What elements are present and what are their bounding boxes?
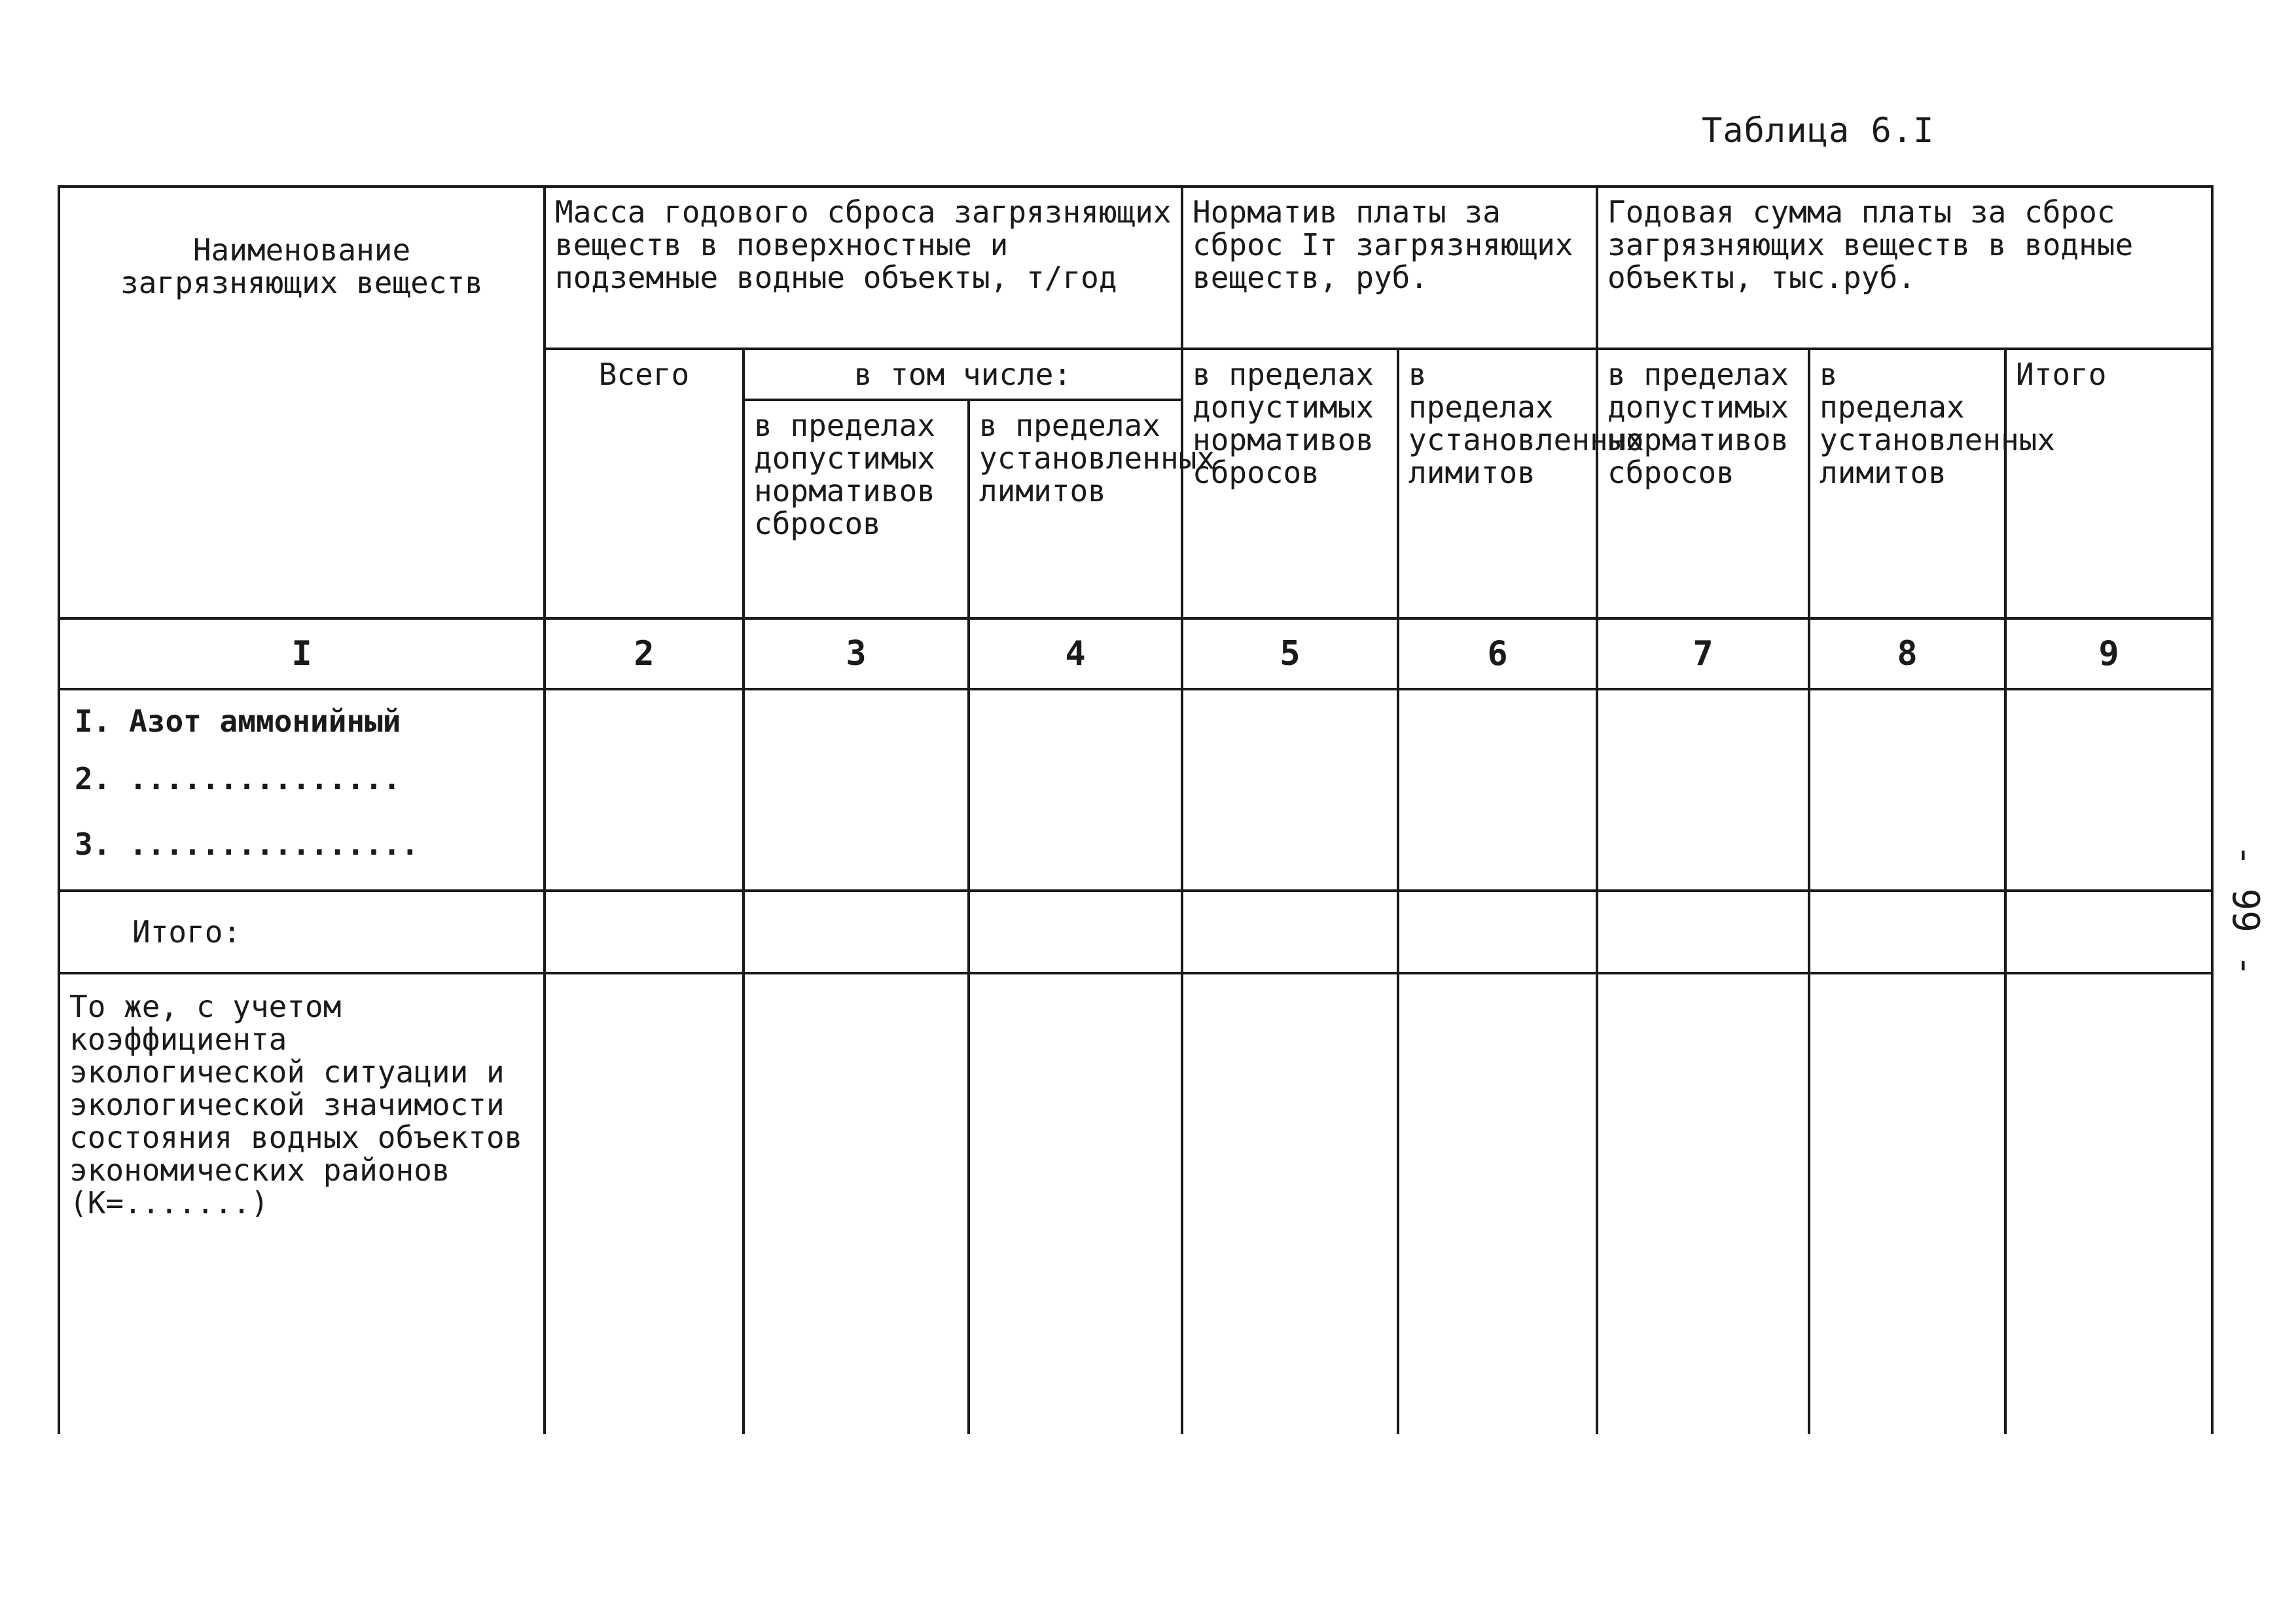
table-cell <box>744 762 969 828</box>
header-norm: Норматив платы за сброс Iт загрязняющих веществ, руб. <box>1182 187 1597 349</box>
payment-table <box>58 185 2214 1434</box>
header-including: в том числе: <box>744 349 1182 400</box>
table-cell <box>969 891 1182 973</box>
table-cell <box>545 689 744 762</box>
substance-row-label: I. Азот аммонийный <box>59 689 545 762</box>
header-norm-limits: в пределах установленных лимитов <box>1398 349 1597 618</box>
header-annual-limits: в пределах установленных лимитов <box>1809 349 2005 618</box>
table-cell <box>1398 689 1597 762</box>
table-cell <box>1597 762 1809 828</box>
table-cell <box>1597 689 1809 762</box>
table-cell <box>1182 828 1398 891</box>
table-cell <box>1597 891 1809 973</box>
table-cell <box>1809 689 2005 762</box>
table-cell <box>1182 762 1398 828</box>
column-number: 5 <box>1182 618 1398 689</box>
column-number: 2 <box>545 618 744 689</box>
table-cell <box>744 973 969 1434</box>
table-cell <box>1398 891 1597 973</box>
table-cell <box>1809 891 2005 973</box>
coefficient-note: То же, с учетом коэффициента экологической ситуации и экологической значимости состояния водных объектов экономических районов (К=.......) <box>59 973 545 1434</box>
header-mass: Масса годового сброса загрязняющих веществ в поверхностные и подземные водные объекты, т/год <box>545 187 1182 349</box>
column-number: 9 <box>2005 618 2212 689</box>
table-cell <box>1182 689 1398 762</box>
table-cell <box>1398 828 1597 891</box>
table-cell <box>1809 828 2005 891</box>
header-total: Всего <box>545 349 744 618</box>
table-cell <box>1398 973 1597 1434</box>
table-cell <box>545 891 744 973</box>
header-mass-permissible: в пределах допустимых нормативов сбросов <box>744 400 969 618</box>
table-caption: Таблица 6.I <box>1702 111 1935 151</box>
header-mass-limits: в пределах установленных лимитов <box>969 400 1182 618</box>
table-cell <box>744 828 969 891</box>
table-cell <box>545 973 744 1434</box>
column-number: 8 <box>1809 618 2005 689</box>
table-cell <box>969 762 1182 828</box>
table-cell <box>969 828 1182 891</box>
table-cell <box>2005 891 2212 973</box>
total-row-label: Итого: <box>59 891 545 973</box>
table-cell <box>1597 828 1809 891</box>
table-cell <box>1809 762 2005 828</box>
header-annual: Годовая сумма платы за сброс загрязняющих веществ в водные объекты, тыс.руб. <box>1597 187 2212 349</box>
table-cell <box>1182 973 1398 1434</box>
header-norm-permissible: в пределах допустимых нормативов сбросов <box>1182 349 1398 618</box>
column-number: 6 <box>1398 618 1597 689</box>
table-cell <box>545 762 744 828</box>
table-cell <box>969 689 1182 762</box>
column-number: 4 <box>969 618 1182 689</box>
table-cell <box>2005 973 2212 1434</box>
table-cell <box>1182 891 1398 973</box>
table-cell <box>1809 973 2005 1434</box>
substance-row-label: 3. ................ <box>59 828 545 891</box>
substance-row-label: 2. ............... <box>59 762 545 828</box>
column-number: I <box>59 618 545 689</box>
table-cell <box>545 828 744 891</box>
page-number: - 99 - <box>2224 844 2267 977</box>
table-cell <box>1398 762 1597 828</box>
table-cell <box>744 891 969 973</box>
table-cell <box>2005 828 2212 891</box>
header-annual-permissible: в пределах допустимых нормативов сбросов <box>1597 349 1809 618</box>
header-annual-total: Итого <box>2005 349 2212 618</box>
table-cell <box>1597 973 1809 1434</box>
table-cell <box>2005 689 2212 762</box>
header-name: Наименование загрязняющих веществ <box>59 187 545 618</box>
table-cell <box>969 973 1182 1434</box>
column-number: 7 <box>1597 618 1809 689</box>
table-cell <box>744 689 969 762</box>
column-number: 3 <box>744 618 969 689</box>
table-cell <box>2005 762 2212 828</box>
